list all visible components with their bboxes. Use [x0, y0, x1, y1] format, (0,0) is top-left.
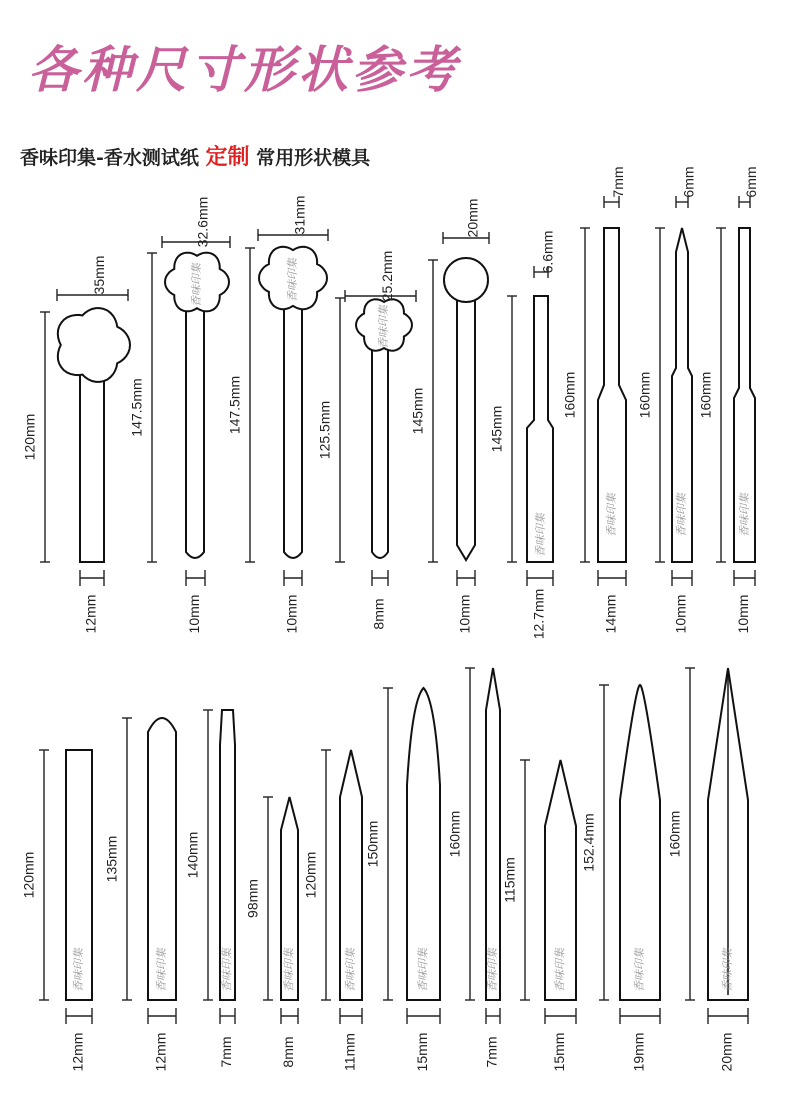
stamp-slim-140: 香味印集: [220, 948, 234, 992]
dim-bottom-taper-150-label: 15mm: [414, 1032, 431, 1072]
dim-top-flower-31-label: 31mm: [291, 195, 308, 235]
dim-top-spoon-20-label: 20mm: [464, 198, 481, 238]
stamp-round-135: 香味印集: [155, 948, 168, 992]
dim-bottom-point-115: [545, 1008, 576, 1024]
stamp-narrow-7: 香味印集: [605, 493, 618, 537]
dim-bottom-flower-25-2-label: 8mm: [370, 598, 387, 630]
dim-height-flower-35: [40, 312, 50, 562]
dim-height-flower-32-6: [147, 253, 157, 562]
stamp-flower-31: 香味印集: [286, 258, 299, 302]
page-title: 各种尺寸形状参考: [28, 41, 460, 99]
dim-height-pointed-6: [655, 228, 665, 562]
stamp-taper-150: 香味印集: [416, 948, 430, 992]
dim-top-narrow-6-label: 6mm: [743, 166, 760, 198]
stamp-flower-32-6: 香味印集: [190, 263, 203, 307]
dim-height-spoon-20: [428, 260, 438, 562]
stamp-pointed-6: 香味印集: [675, 493, 688, 537]
dim-bottom-pointed-6: [672, 570, 692, 586]
dim-height-taper-152: [599, 685, 609, 1000]
dim-bottom-taper-152: [620, 1008, 660, 1024]
dim-bottom-narrow-6: [734, 570, 755, 586]
dim-height-flower-31-label: 147.5mm: [226, 375, 243, 435]
dim-height-narrow-7-label: 160mm: [561, 371, 578, 419]
stamp-flat-120: 香味印集: [72, 948, 85, 992]
subtitle-highlight: 定制: [205, 144, 250, 170]
dim-height-point-120-label: 120mm: [302, 851, 319, 899]
dim-bottom-flat-120: [66, 1008, 92, 1024]
dim-top-flower-32-6-label: 32.6mm: [194, 196, 211, 248]
dim-height-taper-160a: [465, 668, 475, 1000]
dim-bottom-narrow-6-label: 10mm: [735, 594, 752, 634]
dim-height-flower-35-label: 120mm: [21, 413, 38, 461]
dim-bottom-taper-160a: [486, 1008, 500, 1024]
dim-height-point-98-label: 98mm: [244, 879, 261, 918]
dim-height-point-120: [321, 750, 331, 1000]
dim-bottom-point-98-label: 8mm: [280, 1036, 297, 1068]
stamp-narrow-6: 香味印集: [738, 493, 751, 537]
dim-height-taper-152-label: 152.4mm: [580, 813, 597, 872]
dim-bottom-taper-160b-label: 20mm: [718, 1032, 735, 1072]
dim-bottom-round-135-label: 12mm: [152, 1032, 169, 1072]
dim-height-taper-160b-label: 160mm: [666, 810, 683, 858]
dim-bottom-round-135: [148, 1008, 176, 1024]
dim-bottom-point-120-label: 11mm: [341, 1033, 358, 1071]
dim-top-flower-25-2-label: 25.2mm: [379, 250, 396, 302]
subtitle-main: 香味印集-香水测试纸: [20, 147, 199, 169]
dim-bottom-narrow-6-6-label: 12.7mm: [530, 588, 547, 640]
dim-height-narrow-6-6-label: 145mm: [488, 405, 505, 453]
dim-bottom-flower-35-label: 12mm: [82, 594, 99, 634]
dim-bottom-flat-120-label: 12mm: [69, 1032, 86, 1072]
stamp-point-115: 香味印集: [553, 948, 567, 992]
dim-bottom-taper-160a-label: 7mm: [483, 1036, 500, 1068]
dim-height-point-98: [263, 797, 273, 1000]
dim-top-pointed-6-label: 6mm: [680, 166, 697, 198]
dim-bottom-slim-140-label: 7mm: [218, 1036, 235, 1068]
dim-height-taper-150-label: 150mm: [364, 820, 381, 868]
dim-top-narrow-6-6-label: 6.6mm: [539, 230, 556, 274]
dim-height-flat-120: [39, 750, 49, 1000]
dim-height-pointed-6-label: 160mm: [636, 371, 653, 419]
dim-bottom-flower-31: [284, 570, 302, 586]
dim-height-narrow-7: [580, 228, 590, 562]
stamp-flower-25-2: 香味印集: [377, 305, 390, 349]
dim-top-narrow-7-label: 7mm: [610, 166, 627, 198]
dim-bottom-narrow-7: [598, 570, 626, 586]
dim-height-spoon-20-label: 145mm: [409, 387, 426, 435]
stamp-point-120: 香味印集: [344, 948, 357, 992]
dim-bottom-slim-140: [220, 1008, 235, 1024]
subtitle-tail: 常用形状模具: [256, 147, 371, 169]
dim-bottom-taper-152-label: 19mm: [630, 1032, 647, 1072]
dim-height-flower-25-2: [335, 298, 345, 562]
stamp-narrow-6-6: 香味印集: [534, 513, 547, 557]
dim-bottom-flower-25-2: [372, 570, 388, 586]
dim-height-slim-140-label: 140mm: [184, 831, 201, 879]
dim-height-narrow-6-6: [507, 296, 517, 562]
dim-bottom-point-115-label: 15mm: [551, 1032, 568, 1072]
dim-bottom-point-120: [340, 1008, 362, 1024]
dim-height-slim-140: [203, 710, 213, 1000]
shape-flower-35: [58, 308, 130, 562]
dim-bottom-taper-150: [407, 1008, 440, 1024]
dim-height-round-135-label: 135mm: [103, 835, 120, 883]
stamp-taper-152: 香味印集: [633, 948, 646, 992]
dim-bottom-narrow-6-6: [527, 570, 553, 586]
dim-bottom-flower-32-6: [186, 570, 205, 586]
dim-height-narrow-6: [716, 228, 726, 562]
dim-bottom-pointed-6-label: 10mm: [672, 594, 689, 634]
dim-height-narrow-6-label: 160mm: [697, 371, 714, 419]
stamp-taper-160a: 香味印集: [486, 948, 499, 992]
dim-height-point-115: [520, 760, 530, 1000]
dim-height-round-135: [122, 718, 132, 1000]
dim-height-taper-160b: [685, 668, 695, 1000]
dim-bottom-point-98: [281, 1008, 298, 1024]
dim-bottom-spoon-20: [457, 570, 475, 586]
dim-bottom-flower-31-label: 10mm: [283, 594, 300, 634]
dim-top-flower-35-label: 35mm: [91, 255, 108, 295]
dim-bottom-spoon-20-label: 10mm: [456, 594, 473, 634]
dim-height-flower-31: [245, 248, 255, 562]
dim-height-flat-120-label: 120mm: [20, 851, 37, 899]
stamp-taper-160b: 香味印集: [721, 948, 734, 992]
dim-height-taper-150: [383, 688, 393, 1000]
dim-height-flower-32-6-label: 147.5mm: [128, 378, 145, 437]
stamp-point-98: 香味印集: [282, 948, 296, 992]
dim-bottom-flower-35: [80, 570, 104, 586]
shape-spoon-20: [444, 258, 488, 560]
dim-bottom-narrow-7-label: 14mm: [602, 594, 619, 634]
dim-bottom-flower-32-6-label: 10mm: [186, 594, 203, 634]
dim-height-flower-25-2-label: 125.5mm: [316, 400, 333, 460]
dim-height-point-115-label: 115mm: [501, 857, 518, 903]
dim-height-taper-160a-label: 160mm: [446, 810, 463, 858]
dim-bottom-taper-160b: [708, 1008, 748, 1024]
